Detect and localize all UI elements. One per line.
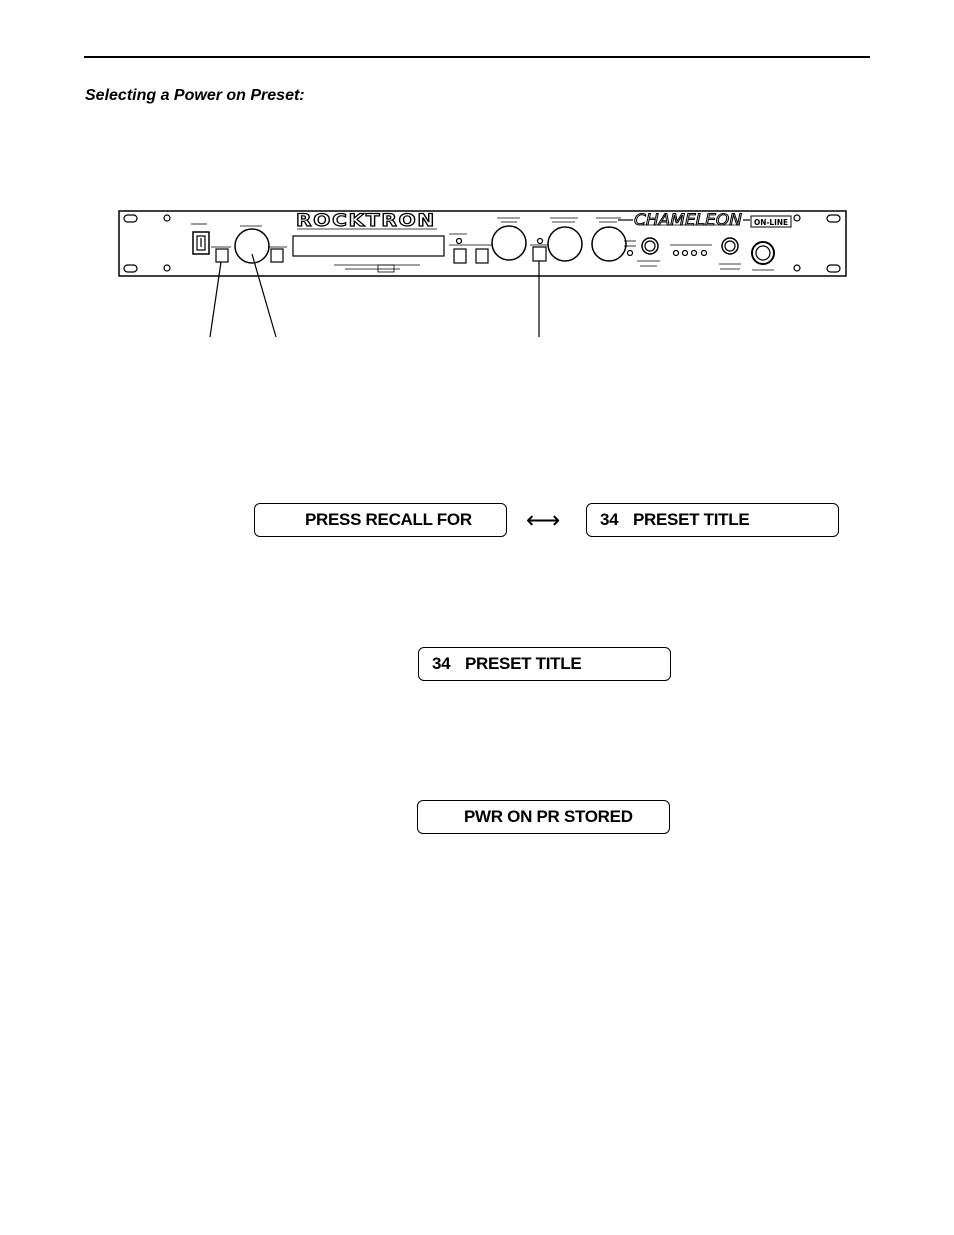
rocktron-logo bbox=[296, 211, 436, 231]
screw bbox=[164, 215, 170, 221]
callout-recall bbox=[210, 262, 221, 337]
rack-slot-br bbox=[827, 265, 840, 272]
svg-text:CHAMELEON: CHAMELEON bbox=[634, 210, 743, 229]
rack-slot-bl bbox=[124, 265, 137, 272]
preset-knob bbox=[235, 229, 269, 263]
lcd-preset-a-number: 34 bbox=[600, 510, 619, 529]
panel-button bbox=[476, 249, 488, 263]
lcd-stored bbox=[417, 800, 670, 834]
panel-button bbox=[454, 249, 466, 263]
lcd-prompt bbox=[254, 503, 507, 537]
panel-led bbox=[457, 239, 462, 244]
rack-slot-tl bbox=[124, 215, 137, 222]
chameleon-logo bbox=[618, 210, 791, 229]
indicator-led bbox=[674, 251, 679, 256]
indicator-led bbox=[692, 251, 697, 256]
lcd-prompt-text: PRESS RECALL FOR bbox=[305, 510, 472, 529]
screw bbox=[794, 215, 800, 221]
indicator-led bbox=[702, 251, 707, 256]
screw bbox=[794, 265, 800, 271]
alternate-arrow-icon: ⟷ bbox=[526, 506, 561, 534]
indicator-led bbox=[683, 251, 688, 256]
input-jack bbox=[752, 242, 774, 264]
lcd-preset-a-title: PRESET TITLE bbox=[633, 510, 750, 529]
svg-text:ON-LINE: ON-LINE bbox=[754, 218, 788, 227]
param-knob-1 bbox=[492, 226, 526, 260]
recall-button bbox=[216, 249, 228, 262]
lcd-stored-text: PWR ON PR STORED bbox=[464, 807, 633, 826]
screw bbox=[164, 265, 170, 271]
param-knob-2 bbox=[548, 227, 582, 261]
svg-text:ROCKTRON: ROCKTRON bbox=[296, 211, 436, 231]
edit-button bbox=[271, 249, 283, 262]
param-knob-3 bbox=[592, 227, 626, 261]
lcd-preset-b-number: 34 bbox=[432, 654, 451, 673]
panel-led bbox=[628, 251, 633, 256]
store-button bbox=[533, 247, 546, 261]
lcd-preset-a bbox=[586, 503, 839, 537]
lcd-preset-b bbox=[418, 647, 671, 681]
rack-slot-tr bbox=[827, 215, 840, 222]
store-led bbox=[538, 239, 543, 244]
front-panel-diagram bbox=[0, 0, 954, 360]
callout-knob bbox=[252, 254, 276, 337]
panel-lcd-window bbox=[293, 236, 444, 256]
section-heading: Selecting a Power on Preset: bbox=[85, 87, 305, 104]
lcd-preset-b-title: PRESET TITLE bbox=[465, 654, 582, 673]
